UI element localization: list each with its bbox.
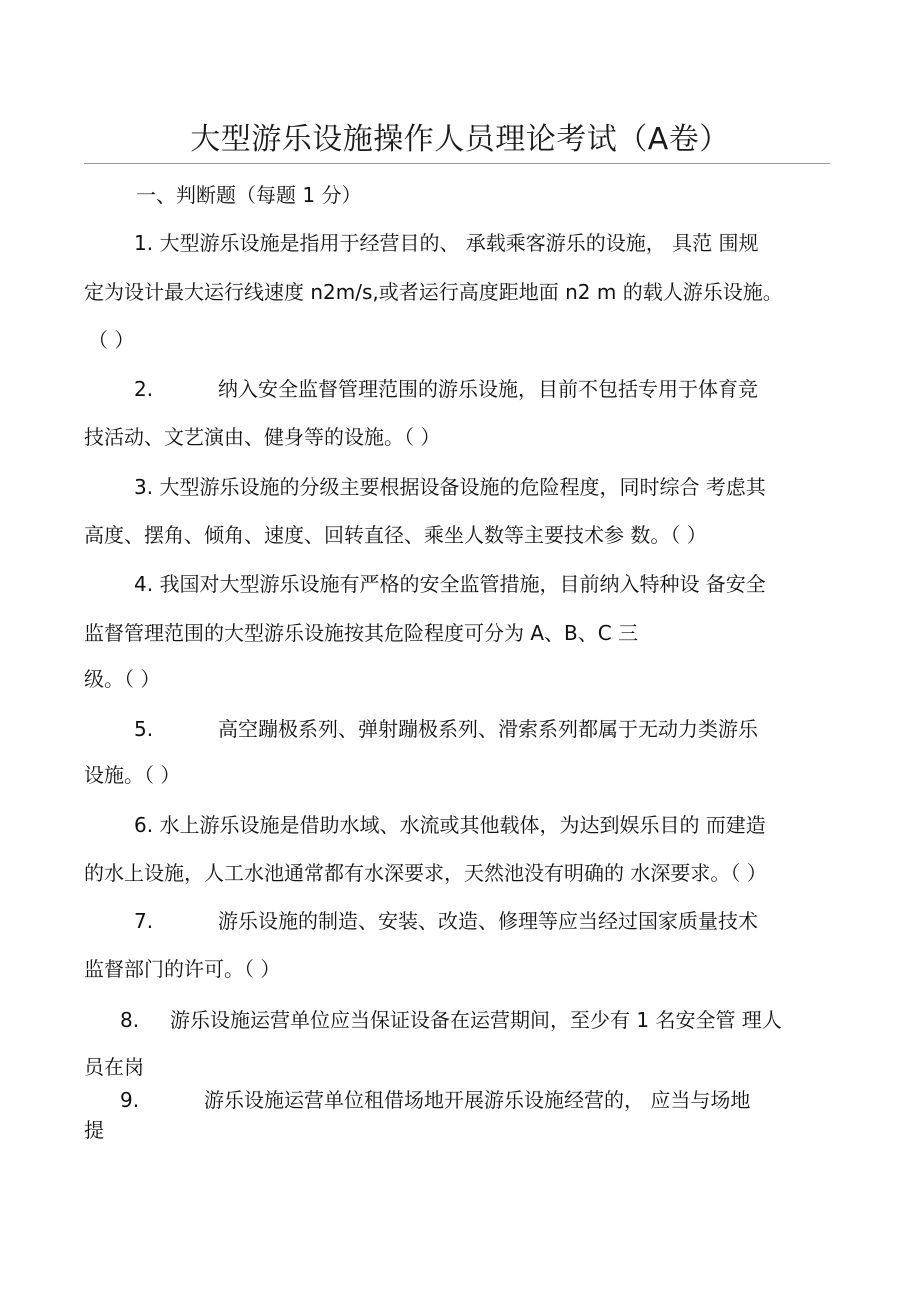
question-2-line-1: 纳入安全监督管理范围的游乐设施，目前不包括专用于体育竞	[218, 377, 758, 401]
question-6-line-2: 的水上设施，人工水池通常都有水深要求，天然池没有明确的 水深要求。（ ）	[84, 861, 767, 885]
question-8-line-2: 员在岗	[84, 1055, 144, 1079]
question-1-answer-blank: （ ）	[88, 328, 135, 352]
page-title: 大型游乐设施操作人员理论考试（A卷）	[190, 122, 730, 157]
question-1-line-1: 1. 大型游乐设施是指用于经营目的、 承载乘客游乐的设施， 具范 围规	[134, 231, 759, 255]
question-4-line-1: 4. 我国对大型游乐设施有严格的安全监管措施，目前纳入特种设 备安全	[134, 572, 766, 596]
question-7-number: 7.	[134, 909, 154, 933]
question-1-line-2: 定为设计最大运行线速度 n2m/s,或者运行高度距地面 n2 m 的载人游乐设施。	[84, 280, 783, 304]
question-5-line-1: 高空蹦极系列、弹射蹦极系列、滑索系列都属于无动力类游乐	[218, 717, 758, 741]
question-9-line-2: 提	[84, 1118, 104, 1142]
question-5-line-2: 设施。（ ）	[84, 763, 181, 787]
question-3-line-1: 3. 大型游乐设施的分级主要根据设备设施的危险程度，同时综合 考虑其	[134, 475, 766, 499]
question-7-line-2: 监督部门的许可。（ ）	[84, 957, 281, 981]
title-divider	[84, 163, 830, 164]
question-2-line-2: 技活动、文艺演由、健身等的设施。（ ）	[84, 425, 441, 449]
question-2-number: 2.	[134, 377, 154, 401]
question-9-number: 9.	[120, 1088, 140, 1112]
question-4-line-3: 级。（ ）	[84, 667, 161, 691]
question-6-line-1: 6. 水上游乐设施是借助水域、水流或其他载体，为达到娱乐目的 而建造	[134, 813, 766, 837]
question-9-line-1: 游乐设施运营单位租借场地开展游乐设施经营的， 应当与场地	[204, 1088, 751, 1112]
question-8-number: 8.	[120, 1008, 140, 1032]
question-3-line-2: 高度、摆角、倾角、速度、回转直径、乘坐人数等主要技术参 数。（ ）	[84, 523, 707, 547]
question-7-line-1: 游乐设施的制造、安装、改造、修理等应当经过国家质量技术	[218, 909, 758, 933]
question-4-line-2: 监督管理范围的大型游乐设施按其危险程度可分为 A、B、C 三	[84, 621, 639, 645]
section-heading: 一、判断题（每题 1 分）	[136, 183, 362, 207]
question-5-number: 5.	[134, 717, 154, 741]
question-8-line-1: 游乐设施运营单位应当保证设备在运营期间，至少有 1 名安全管 理人	[170, 1008, 782, 1032]
